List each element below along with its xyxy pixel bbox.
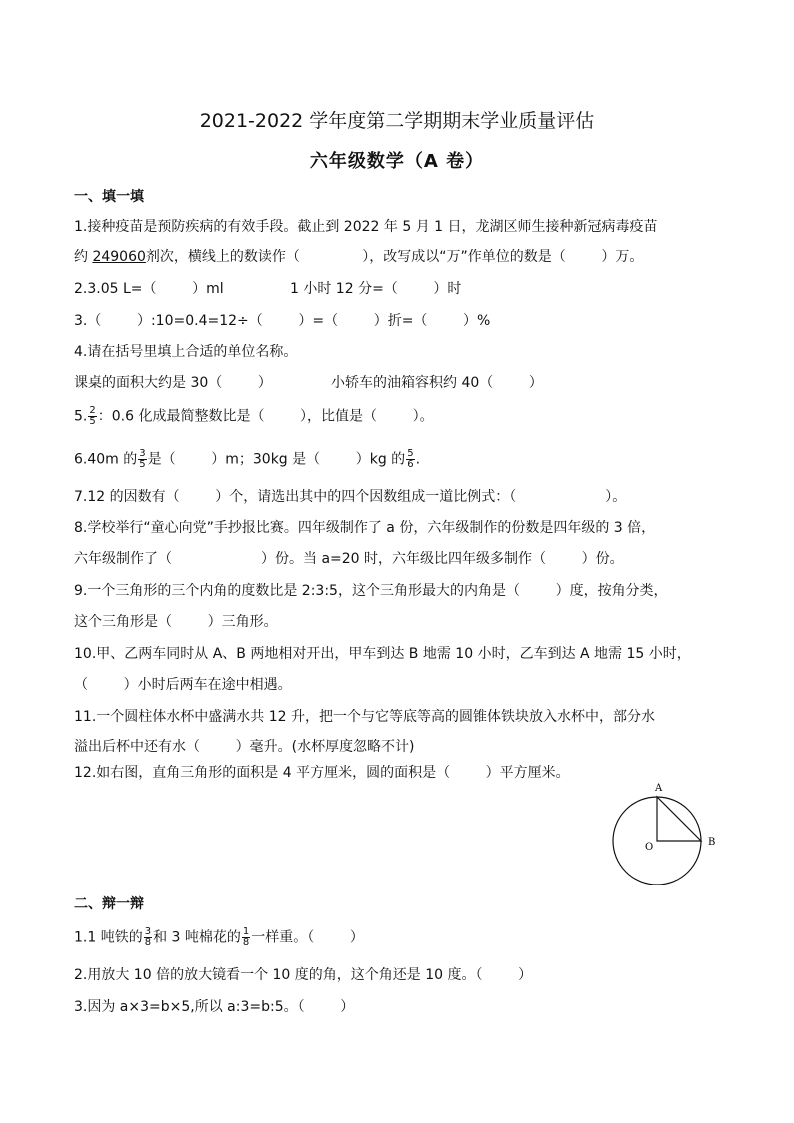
question-5: 5. $\frac{2}{5}$ ：0.6 化成最简整数比是（ ），比值是（ ）。 <box>74 405 434 427</box>
judge-question-2: 2.用放大 10 倍的放大镜看一个 10 度的角，这个角还是 10 度。（ ） <box>74 967 533 983</box>
question-9-line-2: 这个三角形是（ ）三角形。 <box>74 614 278 630</box>
question-8-line-2: 六年级制作了（ ）份。当 a=20 时，六年级比四年级多制作（ ）份。 <box>74 551 624 567</box>
question-4a: 课桌的面积大约是 30（ ） <box>74 375 272 391</box>
page-subtitle: 六年级数学（A 卷） <box>309 151 485 172</box>
label-b: B <box>708 837 716 848</box>
fraction: $\frac{3}{8}$ <box>144 926 152 948</box>
question-8-line-1: 8.学校举行“童心向党”手抄报比赛。四年级制作了 a 份，六年级制作的份数是四年级的 3 倍， <box>74 520 656 536</box>
question-9-line-1: 9.一个三角形的三个内角的度数比是 2:3:5，这个三角形最大的内角是（ ）度，按角分类， <box>74 583 668 599</box>
question-1-line-1: 1.接种疫苗是预防疾病的有效手段。截止到 2022 年 5 月 1 日，龙湖区师生接种新冠病毒疫苗 <box>74 219 658 235</box>
section-heading-fill: 一、填一填 <box>74 189 144 205</box>
page-title: 2021-2022 学年度第二学期期末学业质量评估 <box>199 110 595 132</box>
question-2a: 2.3.05 L=（ ）ml <box>74 281 224 297</box>
question-6: 6.40m 的 $\frac{3}{5}$ 是（ ）m；30kg 是（ ）kg 的 $\frac{5}{6}$ . <box>74 448 421 470</box>
question-2b: 1 小时 12 分=（ ）时 <box>290 281 462 297</box>
circle-triangle-figure <box>612 780 722 885</box>
question-4b: 小轿车的油箱容积约 40（ ） <box>331 375 543 391</box>
section-heading-judge: 二、辩一辩 <box>74 896 144 912</box>
judge-question-3: 3.因为 a×3=b×5,所以 a:3=b:5。（ ） <box>74 999 355 1015</box>
label-a: A <box>655 783 663 794</box>
judge-question-1: 1.1 吨铁的 $\frac{3}{8}$ 和 3 吨棉花的 $\frac{1}{8}$ 一样重。（ ） <box>74 926 364 948</box>
fraction: $\frac{2}{5}$ <box>89 405 96 427</box>
question-12: 12.如右图，直角三角形的面积是 4 平方厘米，圆的面积是（ ）平方厘米。 <box>74 765 570 781</box>
question-11-line-2: 溢出后杯中还有水（ ）毫升。(水杯厚度忽略不计) <box>74 739 415 755</box>
question-11-line-1: 11.一个圆柱体水杯中盛满水共 12 升，把一个与它等底等高的圆锥体铁块放入水杯中，部分水 <box>74 709 655 725</box>
question-10-line-1: 10.甲、乙两车同时从 A、B 两地相对开出，甲车到达 B 地需 10 小时，乙车到达 A 地需 15 小时， <box>74 646 691 662</box>
question-10-line-2: （ ）小时后两车在途中相遇。 <box>74 677 292 693</box>
fraction: $\frac{5}{6}$ <box>407 448 414 470</box>
question-7: 7.12 的因数有（ ）个，请选出其中的四个因数组成一道比例式：（ ）。 <box>74 489 627 505</box>
fraction: $\frac{1}{8}$ <box>242 926 250 948</box>
label-o: O <box>645 842 654 853</box>
question-3: 3.（ ）:10=0.4=12÷（ ）=（ ）折=（ ）% <box>74 313 491 329</box>
underlined-number: 249060 <box>92 249 146 265</box>
right-triangle <box>657 797 701 841</box>
question-4-line-1: 4.请在括号里填上合适的单位名称。 <box>74 344 298 360</box>
fraction: $\frac{3}{5}$ <box>139 448 146 470</box>
question-1-line-2: 约 249060剂次，横线上的数读作（ ），改写成以“万”作单位的数是（ ）万。 <box>74 249 644 265</box>
